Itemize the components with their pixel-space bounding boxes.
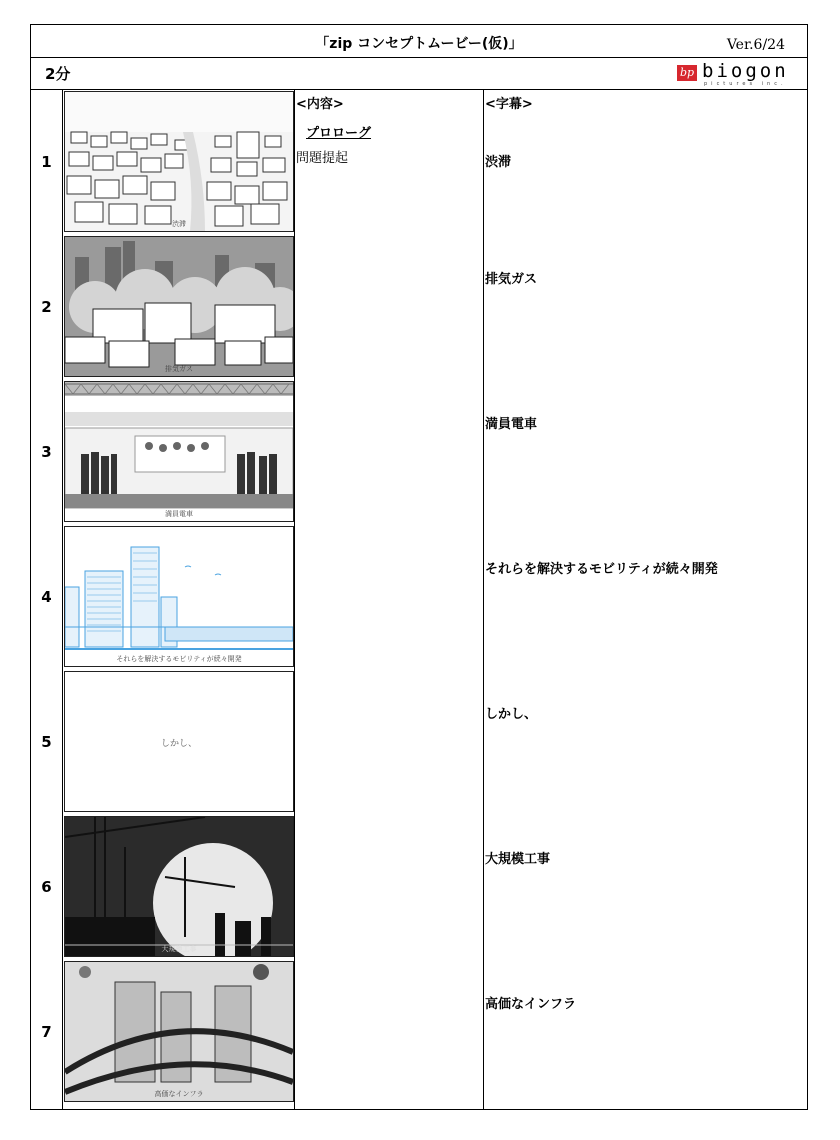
scene-caption: それらを解決するモビリティが続々開発 bbox=[116, 655, 242, 663]
section-note: 問題提起 bbox=[296, 151, 349, 166]
scene-caption: 渋滞 bbox=[172, 220, 186, 228]
scene-caption: 大規模工事 bbox=[161, 945, 197, 953]
exhaust-gas-icon bbox=[65, 237, 293, 376]
logo-wordmark: biogon bbox=[702, 60, 789, 82]
document-title: 「zip コンセプトムービー(仮)」 bbox=[315, 36, 523, 52]
scene-row bbox=[31, 814, 807, 959]
section-label: プロローグ bbox=[306, 126, 372, 141]
scene-thumbnail bbox=[64, 381, 294, 522]
scene-caption: 排気ガス bbox=[165, 365, 193, 373]
storyboard-sheet bbox=[30, 24, 808, 1110]
scene-row bbox=[31, 959, 807, 1104]
infrastructure-icon bbox=[65, 962, 293, 1101]
scene-thumbnail bbox=[64, 816, 294, 957]
scene-caption: 高価なインフラ bbox=[154, 1090, 204, 1098]
scene-caption: しかし、 bbox=[160, 739, 197, 749]
scene-subtitle: 大規模工事 bbox=[485, 852, 551, 867]
scene-number: 2 bbox=[41, 298, 52, 316]
scene-thumbnail bbox=[64, 671, 294, 812]
scene-row bbox=[31, 524, 807, 669]
scene-number: 4 bbox=[41, 588, 52, 606]
scene-number: 1 bbox=[41, 153, 52, 171]
scene-subtitle: 渋滞 bbox=[485, 155, 512, 170]
version-label: Ver.6/24 bbox=[726, 37, 785, 53]
scene-subtitle: それらを解決するモビリティが続々開発 bbox=[485, 562, 718, 577]
scene-subtitle: 高価なインフラ bbox=[485, 997, 577, 1012]
meta-row bbox=[31, 57, 807, 90]
duration-label: 2分 bbox=[45, 65, 71, 83]
logo-mark-icon: bp bbox=[677, 65, 697, 81]
scene-row bbox=[31, 234, 807, 379]
scene-subtitle: 満員電車 bbox=[485, 417, 538, 432]
storyboard-grid bbox=[31, 89, 807, 1109]
scene-number: 7 bbox=[41, 1023, 52, 1041]
scene-row bbox=[31, 669, 807, 814]
subtitle-header: <字幕> bbox=[485, 97, 533, 112]
scene-number: 5 bbox=[41, 733, 52, 751]
scene-thumbnail bbox=[64, 526, 294, 667]
scene-row bbox=[31, 379, 807, 524]
scene-thumbnail bbox=[64, 961, 294, 1102]
scene-thumbnail bbox=[64, 236, 294, 377]
logo-subtext: pictures inc. bbox=[704, 81, 787, 87]
scene-subtitle: しかし、 bbox=[485, 707, 538, 722]
biogon-logo bbox=[677, 60, 793, 88]
scene-row bbox=[31, 89, 807, 234]
construction-crane-icon bbox=[65, 817, 293, 956]
scene-number: 3 bbox=[41, 443, 52, 461]
scene-thumbnail bbox=[64, 91, 294, 232]
title-row bbox=[31, 25, 807, 58]
content-header: <内容> bbox=[296, 97, 344, 112]
scene-number: 6 bbox=[41, 878, 52, 896]
scene-caption: 満員電車 bbox=[165, 510, 193, 518]
traffic-jam-icon bbox=[65, 92, 293, 231]
crowded-train-icon bbox=[65, 382, 293, 521]
mobility-city-icon bbox=[65, 527, 293, 666]
scene-subtitle: 排気ガス bbox=[485, 272, 538, 287]
